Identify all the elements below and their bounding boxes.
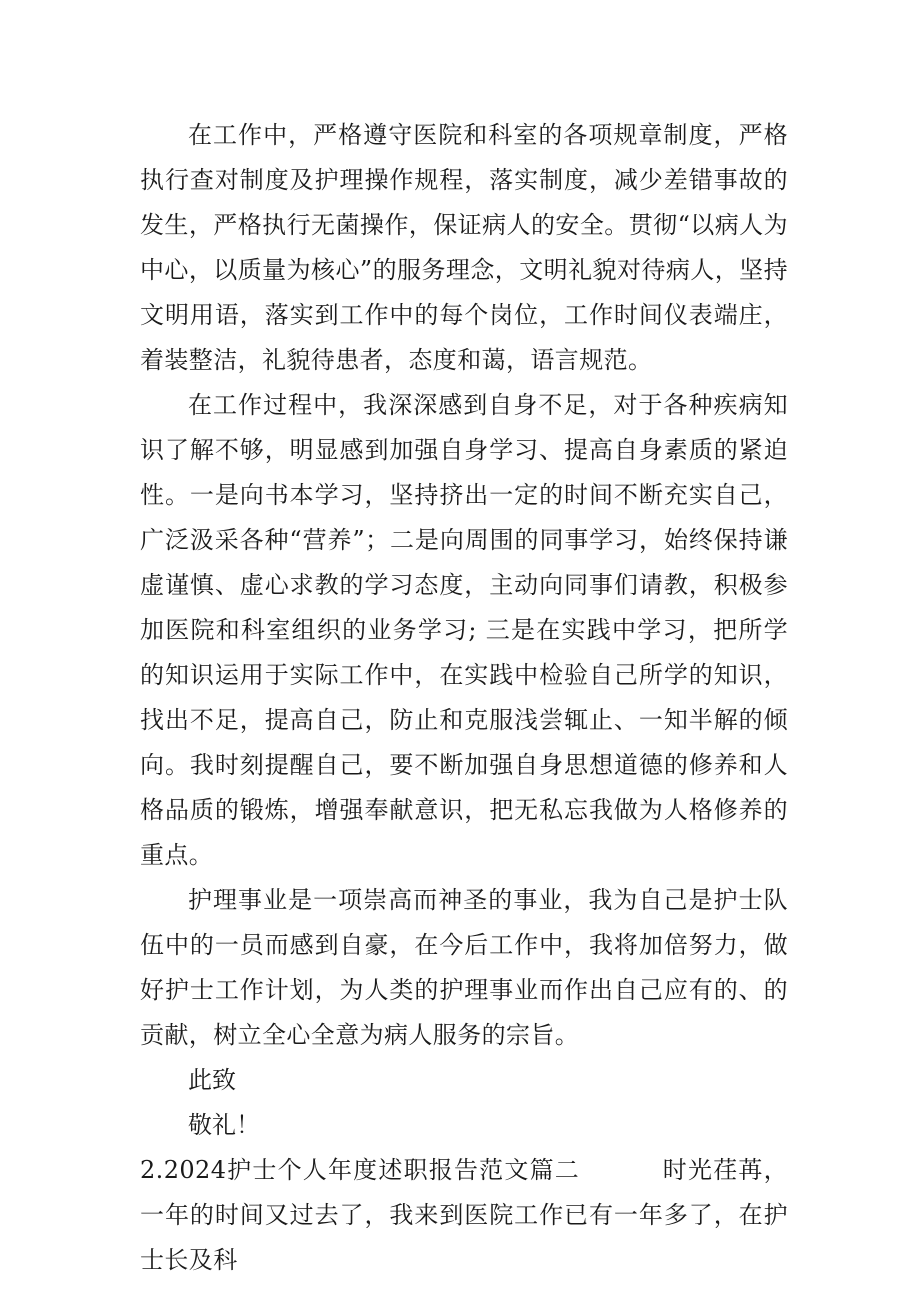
section-heading: 2.2024护士个人年度述职报告范文篇二 <box>140 1156 580 1184</box>
section-heading-line <box>140 1148 788 1283</box>
document-body <box>140 113 788 1283</box>
paragraph-work-rules: 在工作中，严格遵守医院和科室的各项规章制度，严格执行查对制度及护理操作规程，落实制度，减少差错事故的发生，严格执行无菌操作，保证病人的安全。贯彻“以病人为中心，以质量为核心”的服务理念，文明礼貌对待病人，坚持文明用语，落实到工作中的每个岗位，工作时间仪表端庄，着装整洁，礼貌待患者，态度和蔼，语言规范。 <box>140 121 788 374</box>
paragraph-nursing-career: 护理事业是一项崇高而神圣的事业，我为自己是护士队伍中的一员而感到自豪，在今后工作中，我将加倍努力，做好护士工作计划，为人类的护理事业而作出自己应有的、的贡献，树立全心全意为病人服务的宗旨。 <box>140 886 788 1049</box>
section-body-start: 时光荏苒，一年的时间又过去了，我来到医院工作已有一年多了，在护士长及科 <box>140 1156 789 1274</box>
closing-salutation: 此致 <box>188 1066 236 1094</box>
closing-regards: 敬礼！ <box>188 1111 260 1139</box>
paragraph-learning: 在工作过程中，我深深感到自身不足，对于各种疾病知识了解不够，明显感到加强自身学习、提高自身素质的紧迫性。一是向书本学习，坚持挤出一定的时间不断充实自己，广泛汲采各种“营养”；二是向周围的同事学习，始终保持谦虚谨慎、虚心求教的学习态度，主动向同事们请教，积极参加医院和科室组织的业务学习; 三是在实践中学习，把所学的知识运用于实际工作中，在实践中检验自己所学的知识，找出不足，提高自己，防止和克服浅尝辄止、一知半解的倾向。我时刻提醒自己，要不断加强自身思想道德的修养和人格品质的锻炼，增强奉献意识，把无私忘我做为人格修养的重点。 <box>140 391 788 869</box>
